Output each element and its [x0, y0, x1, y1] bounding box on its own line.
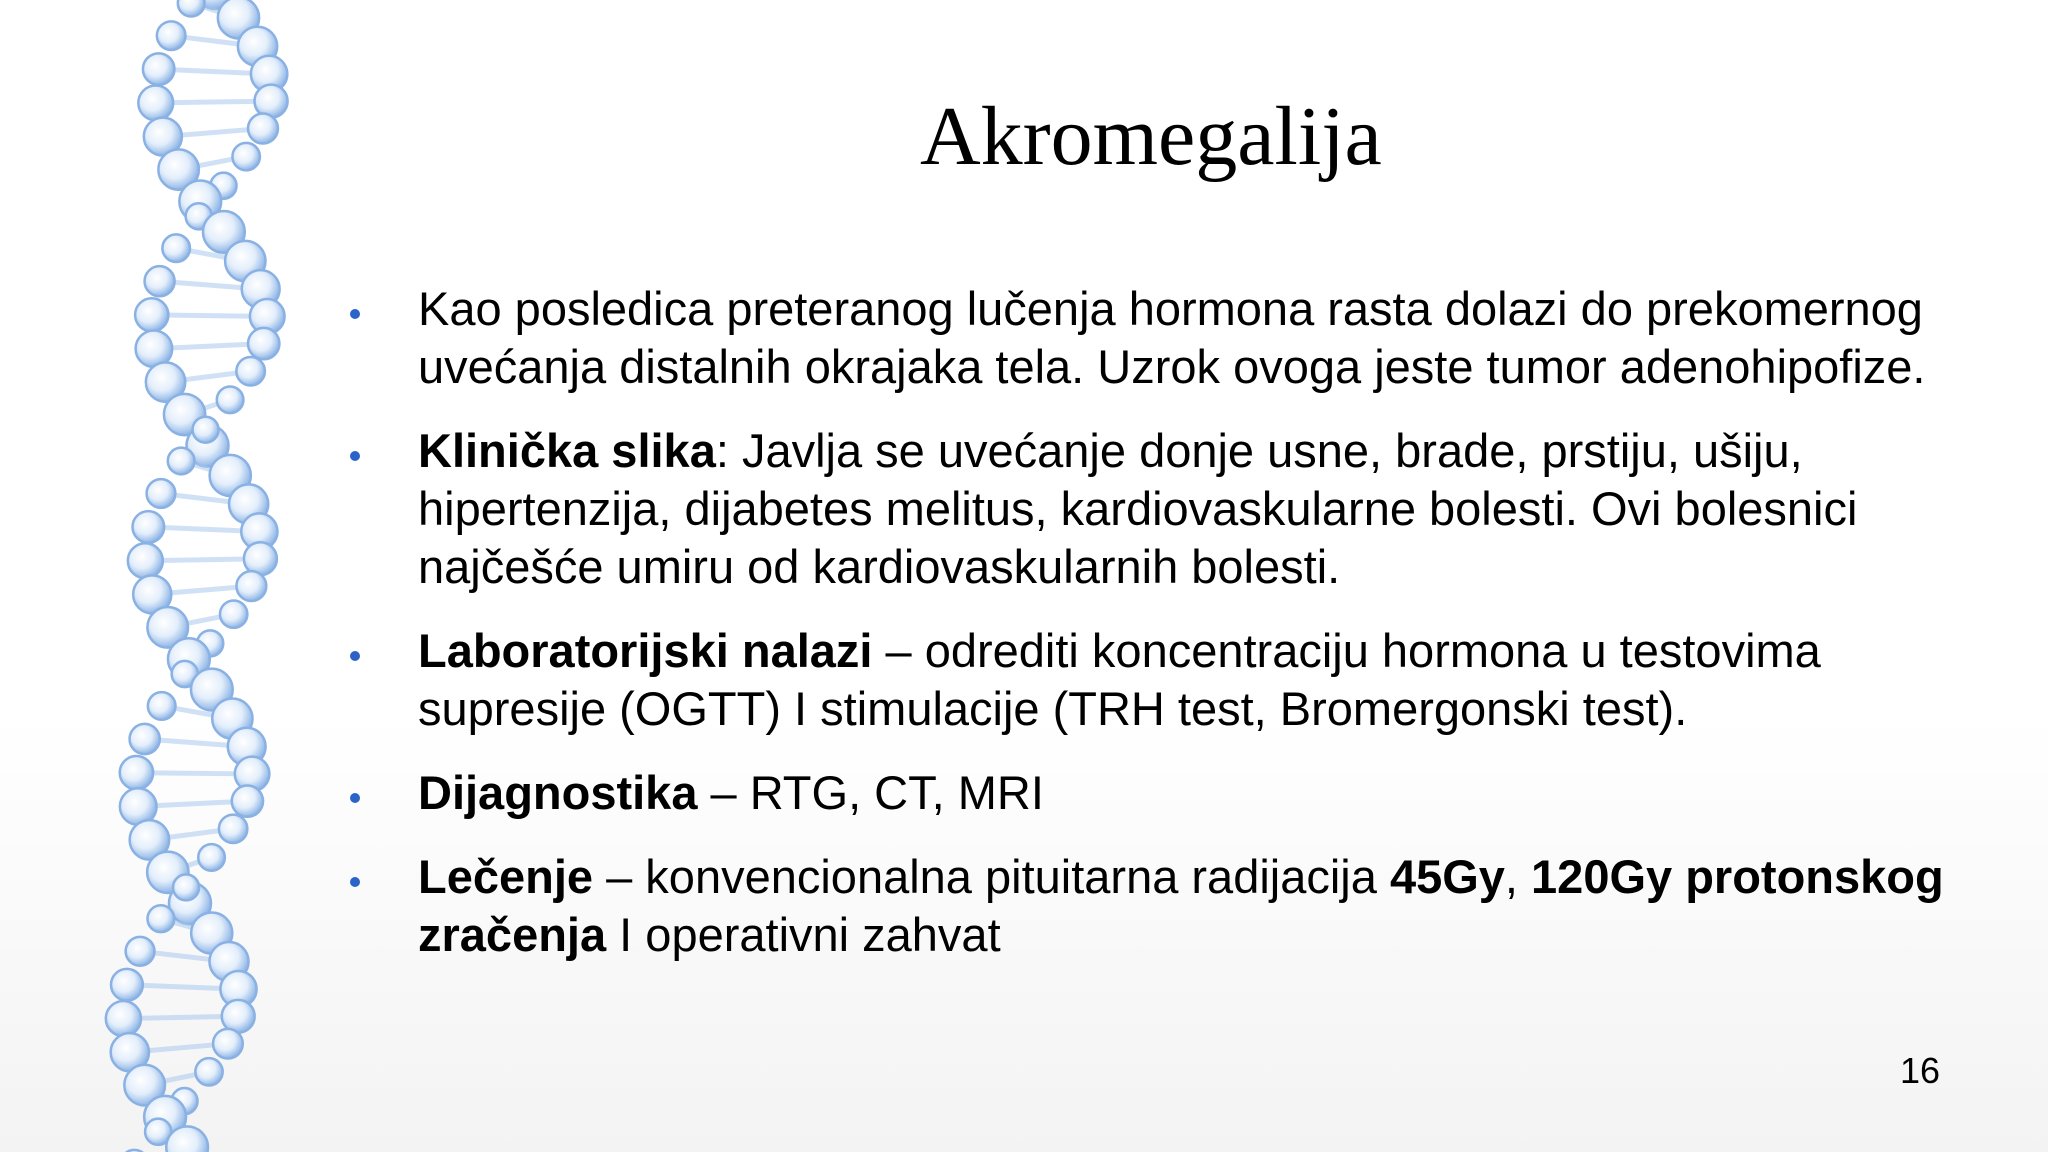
bullet-item-diagnostics — [342, 764, 1982, 822]
dna-bead — [157, 21, 186, 50]
dna-bead — [147, 479, 176, 508]
slide-title: Akromegalija — [920, 90, 1382, 183]
dna-bead — [148, 692, 176, 720]
dna-bead — [130, 724, 160, 754]
bullet-dot-icon — [350, 309, 360, 319]
dna-bead — [236, 571, 266, 601]
bullet-item-definition — [342, 280, 1982, 396]
dna-bead — [147, 905, 174, 932]
bullet-dose-1: 45Gy — [1389, 850, 1505, 903]
bullet-text: Kao posledica preteranog lučenja hormona rasta dolazi do prekomernog uvećanja distalnih okrajaka tela. Uzrok ovoga jeste tumor adenohipofize. — [418, 282, 1926, 393]
dna-bead — [248, 114, 278, 144]
dna-bead — [106, 1001, 141, 1036]
dna-bead — [120, 756, 153, 789]
dna-bead — [143, 53, 175, 85]
dna-bead — [213, 1029, 243, 1059]
dna-bead — [128, 543, 163, 578]
bullet-dose-2: 120Gy protonskog zračenja — [418, 850, 1944, 961]
dna-bead — [138, 85, 173, 120]
bullet-lead: Laboratorijski nalazi — [418, 624, 873, 677]
bullet-lead: Lečenje — [418, 850, 594, 903]
bullet-dot-icon — [350, 877, 360, 887]
dna-bead — [133, 511, 165, 543]
bullet-item-treatment — [342, 848, 1982, 964]
bullet-dot-icon — [350, 451, 360, 461]
dna-bead — [232, 785, 263, 816]
dna-bead — [193, 417, 219, 443]
dna-bead — [178, 0, 205, 17]
bullet-text: – odrediti koncentraciju hormona u testovima supresije (OGTT) I stimulacije (TRH test, Bromergonski test). — [418, 624, 1821, 735]
bullet-text: – konvencionalna pituitarna radijacija — [593, 850, 1390, 903]
dna-bead — [145, 266, 175, 296]
bullet-tail: I operativni zahvat — [606, 908, 1001, 961]
bullet-list — [342, 280, 1982, 990]
page-number: 16 — [1900, 1050, 1941, 1091]
dna-bead — [220, 600, 247, 627]
bullet-lead: Klinička slika — [418, 424, 716, 477]
bullet-item-clinical-picture — [342, 422, 1982, 596]
dna-bead — [248, 328, 279, 359]
dna-bead — [162, 234, 190, 262]
dna-bead — [173, 874, 199, 900]
dna-bead — [236, 357, 265, 386]
bullet-lead: Dijagnostika — [418, 766, 698, 819]
bullet-text: : Javlja se uvećanje donje usne, brade, prstiju, ušiju, hipertenzija, dijabetes melitus, kardiovaskularne bolesti. Ovi bolesnici najčešće umiru od kardiovaskularnih bolesti. — [418, 424, 1858, 593]
bullet-dot-icon — [350, 793, 360, 803]
dna-bead — [135, 298, 168, 331]
dna-bead — [126, 937, 155, 966]
dna-bead — [232, 143, 259, 170]
dna-bead — [168, 448, 195, 475]
bullet-dot-icon — [350, 651, 360, 661]
dna-bead — [195, 1058, 222, 1085]
dna-bead — [219, 815, 247, 843]
dna-bead — [217, 387, 244, 414]
bullet-separator: , — [1504, 850, 1532, 903]
dna-helix-decoration — [0, 0, 340, 1152]
dna-bead — [111, 969, 143, 1001]
bullet-text: – RTG, CT, MRI — [697, 766, 1044, 819]
dna-bead — [198, 844, 225, 871]
bullet-item-lab-findings — [342, 622, 1982, 738]
